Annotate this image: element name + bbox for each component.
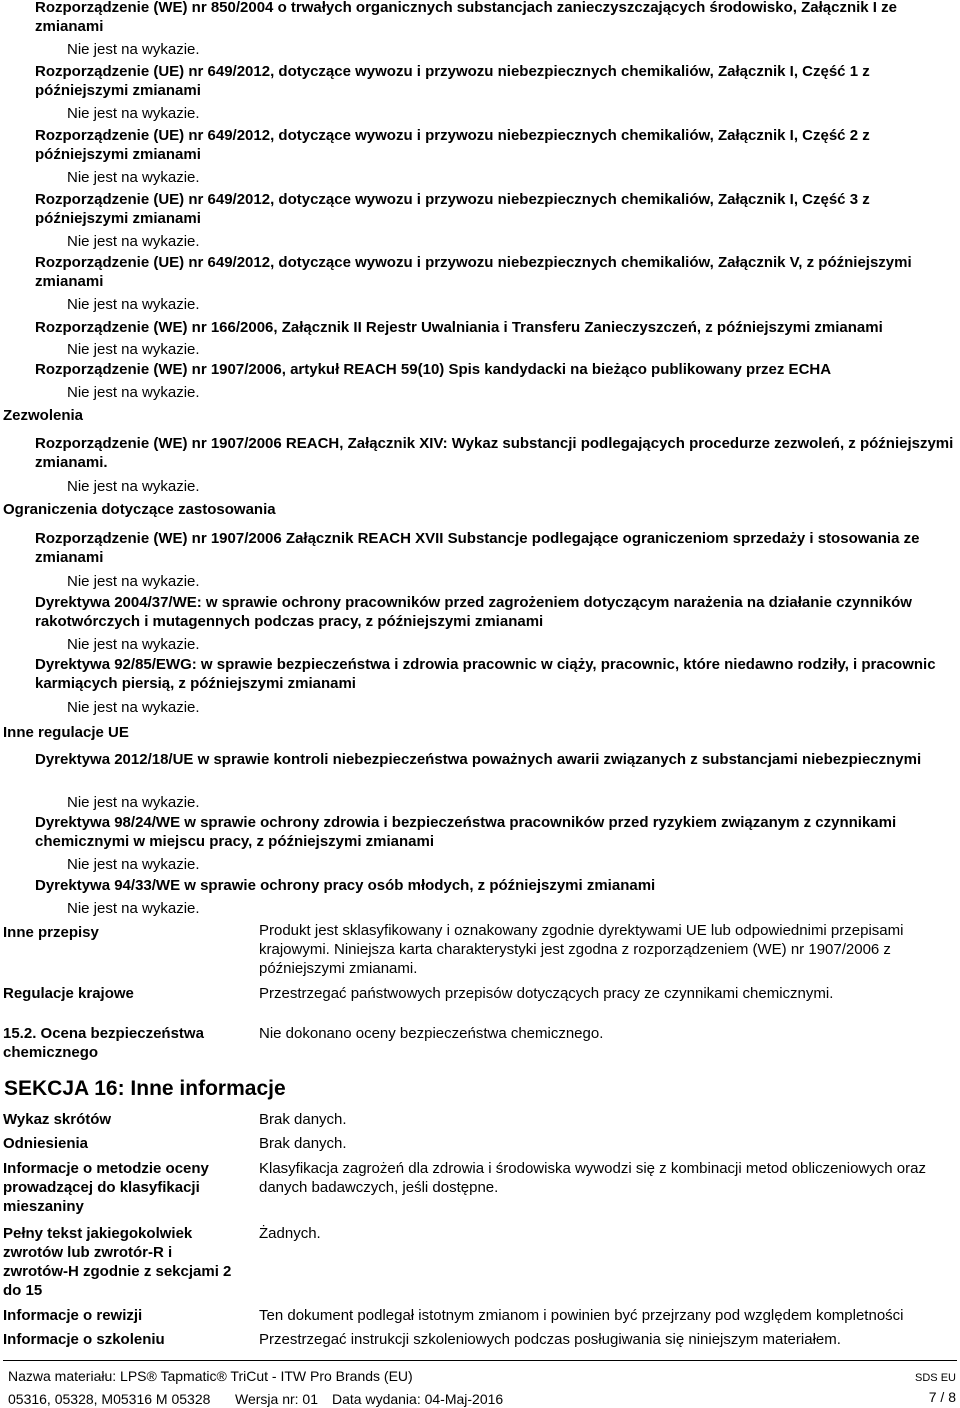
footer-material-name: Nazwa materiału: LPS® Tapmatic® TriCut - ITW Pro Brands (EU) [8, 1368, 413, 1384]
section-16-heading: SEKCJA 16: Inne informacje [4, 1077, 286, 1100]
row-value-ocena-bezpieczenstwa: Nie dokonano oceny bezpieczeństwa chemicznego. [259, 1025, 604, 1042]
regulation-title: Rozporządzenie (WE) nr 1907/2006, artykuł REACH 59(10) Spis kandydacki na bieżąco publikowany przez ECHA [35, 361, 832, 378]
regulation-status: Nie jest na wykazie. [67, 794, 200, 811]
regulation-status: Nie jest na wykazie. [67, 296, 200, 313]
regulation-title: Dyrektywa 92/85/EWG: w sprawie bezpieczeństwa i zdrowia pracownic w ciąży, pracownic, które niedawno rodziły, i pracownic karmiących piersią, z późniejszymi zmianami [35, 656, 936, 692]
row-value-inne-przepisy: Produkt jest sklasyfikowany i oznakowany zgodnie dyrektywami UE lub odpowiednimi przepisami krajowymi. Niniejsza karta charakterystyki jest zgodna z rozporządzeniem (WE) nr 1907/2006 z późniejszymi zmianami. [259, 922, 904, 977]
footer-divider [3, 1360, 957, 1361]
section-heading-inne-regulacje: Inne regulacje UE [3, 724, 129, 741]
regulation-status: Nie jest na wykazie. [67, 105, 200, 122]
row-value-metoda-oceny: Klasyfikacja zagrożeń dla zdrowia i środowiska wywodzi się z kombinacji metod obliczeniowych oraz danych badawczych, jeśli dostępne. [259, 1160, 926, 1196]
regulation-title: Rozporządzenie (UE) nr 649/2012, dotyczące wywozu i przywozu niebezpiecznych chemikaliów, Załącznik I, Część 1 z późniejszymi zmianami [35, 63, 870, 99]
row-value-szkolenie: Przestrzegać instrukcji szkoleniowych podczas posługiwania się niniejszym materiałem. [259, 1331, 841, 1348]
footer-codes: 05316, 05328, M05316 M 05328 [8, 1391, 211, 1407]
regulation-title: Dyrektywa 98/24/WE w sprawie ochrony zdrowia i bezpieczeństwa pracowników przed ryzykiem związanym z czynnikami chemicznymi w miejscu pracy, z późniejszymi zmianami [35, 814, 897, 850]
section-heading-zezwolenia: Zezwolenia [3, 407, 84, 424]
row-label-metoda-oceny: Informacje o metodzie oceny prowadzącej do klasyfikacji mieszaniny [3, 1160, 209, 1215]
row-label-wykaz-skrotow: Wykaz skrótów [3, 1111, 112, 1128]
regulation-status: Nie jest na wykazie. [67, 41, 200, 58]
regulation-status: Nie jest na wykazie. [67, 856, 200, 873]
row-label-szkolenie: Informacje o szkoleniu [3, 1331, 165, 1348]
regulation-status: Nie jest na wykazie. [67, 169, 200, 186]
regulation-title: Dyrektywa 2012/18/UE w sprawie kontroli niebezpieczeństwa poważnych awarii związanych z substancjami niebezpiecznymi [35, 751, 922, 768]
row-label-ocena-bezpieczenstwa: 15.2. Ocena bezpieczeństwa chemicznego [3, 1025, 204, 1061]
footer-issue-date: Data wydania: 04-Maj-2016 [332, 1391, 504, 1407]
regulation-status: Nie jest na wykazie. [67, 573, 200, 590]
footer-sds-badge: SDS EU [915, 1372, 956, 1384]
row-value-wykaz-skrotow: Brak danych. [259, 1111, 347, 1128]
regulation-status: Nie jest na wykazie. [67, 699, 200, 716]
regulation-title: Rozporządzenie (WE) nr 166/2006, Załącznik II Rejestr Uwalniania i Transferu Zanieczyszczeń, z późniejszymi zmianami [35, 319, 883, 336]
footer-version: Wersja nr: 01 [235, 1391, 318, 1407]
row-label-inne-przepisy: Inne przepisy [3, 924, 99, 941]
row-value-rewizja: Ten dokument podlegał istotnym zmianom i powinien być przejrzany pod względem kompletności [259, 1307, 904, 1324]
regulation-title: Rozporządzenie (UE) nr 649/2012, dotyczące wywozu i przywozu niebezpiecznych chemikaliów, Załącznik V, z późniejszymi zmianami [35, 254, 912, 290]
regulation-title: Rozporządzenie (WE) nr 850/2004 o trwałych organicznych substancjach zanieczyszczających środowisko, Załącznik I ze zmianami [35, 0, 897, 35]
regulation-status: Nie jest na wykazie. [67, 233, 200, 250]
regulation-title: Dyrektywa 94/33/WE w sprawie ochrony pracy osób młodych, z późniejszymi zmianami [35, 877, 656, 894]
regulation-status: Nie jest na wykazie. [67, 384, 200, 401]
footer-page-number: 7 / 8 [928, 1389, 956, 1405]
row-value-odniesienia: Brak danych. [259, 1135, 347, 1152]
regulation-status: Nie jest na wykazie. [67, 900, 200, 917]
regulation-status: Nie jest na wykazie. [67, 636, 200, 653]
regulation-status: Nie jest na wykazie. [67, 341, 200, 358]
section-heading-ograniczenia: Ograniczenia dotyczące zastosowania [3, 501, 276, 518]
regulation-status: Nie jest na wykazie. [67, 478, 200, 495]
row-label-regulacje-krajowe: Regulacje krajowe [3, 985, 134, 1002]
regulation-title: Rozporządzenie (WE) nr 1907/2006 REACH, Załącznik XIV: Wykaz substancji podlegających procedurze zezwoleń, z późniejszymi zmianami. [35, 435, 954, 471]
row-label-rewizja: Informacje o rewizji [3, 1307, 143, 1324]
row-label-pelny-tekst: Pełny tekst jakiegokolwiek zwrotów lub zwrotór-R i zwrotów-H zgodnie z sekcjami 2 do 15 [3, 1225, 232, 1299]
row-value-regulacje-krajowe: Przestrzegać państwowych przepisów dotyczących pracy ze czynnikami chemicznymi. [259, 985, 834, 1002]
row-value-pelny-tekst: Żadnych. [259, 1225, 321, 1242]
row-label-odniesienia: Odniesienia [3, 1135, 89, 1152]
regulation-title: Rozporządzenie (WE) nr 1907/2006 Załącznik REACH XVII Substancje podlegające ograniczeniom sprzedaży i stosowania ze zmianami [35, 530, 920, 566]
regulation-title: Rozporządzenie (UE) nr 649/2012, dotyczące wywozu i przywozu niebezpiecznych chemikaliów, Załącznik I, Część 3 z późniejszymi zmianami [35, 191, 870, 227]
regulation-title: Rozporządzenie (UE) nr 649/2012, dotyczące wywozu i przywozu niebezpiecznych chemikaliów, Załącznik I, Część 2 z późniejszymi zmianami [35, 127, 870, 163]
regulation-title: Dyrektywa 2004/37/WE: w sprawie ochrony pracowników przed zagrożeniem dotyczącym narażenia na działanie czynników rakotwórczych i mutagennych podczas pracy, z późniejszymi zmianami [35, 594, 912, 630]
